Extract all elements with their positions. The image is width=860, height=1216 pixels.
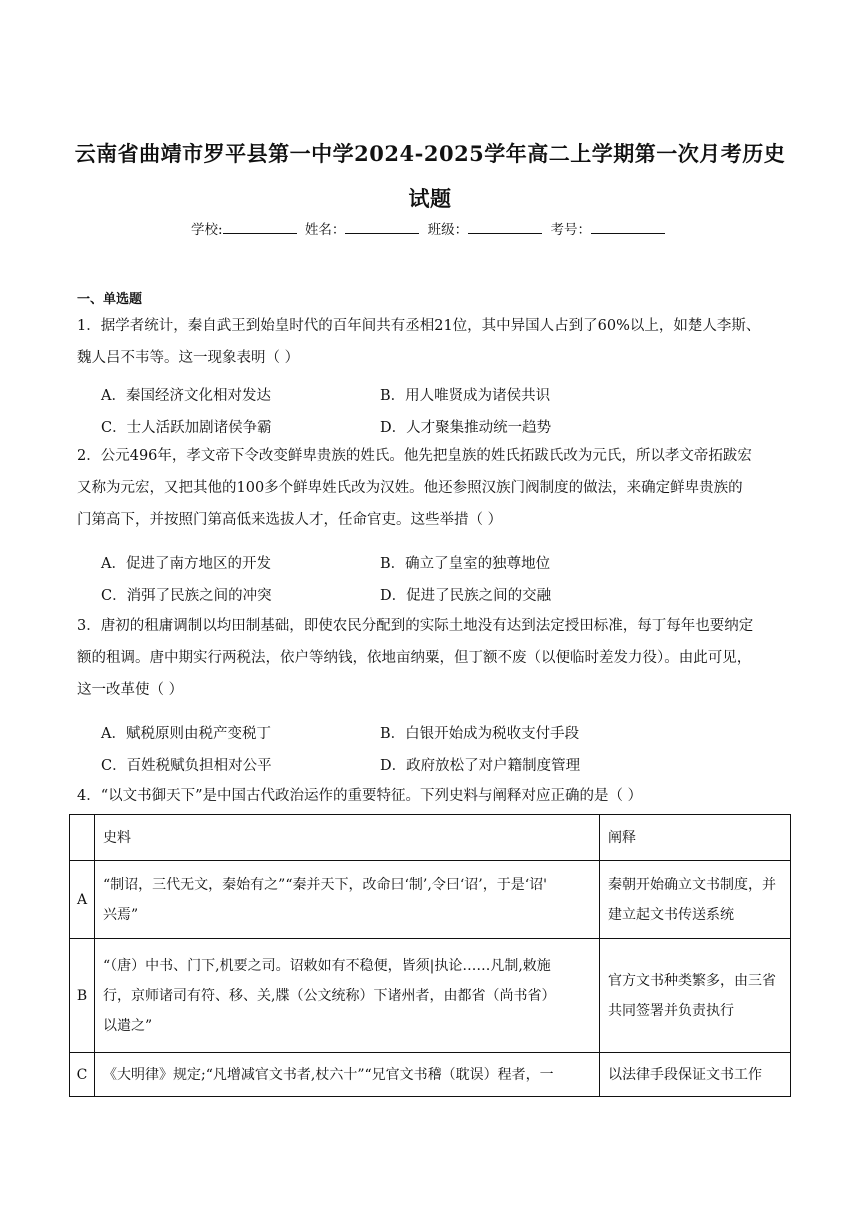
table-header-source: 史料 xyxy=(95,815,600,861)
question-2-option-a: A．促进了南方地区的开发 xyxy=(101,556,271,572)
question-2-line3: 门第高下，并按照门第高低来选拔人才，任命官吏。这些举措（ ） xyxy=(77,512,503,528)
table-row-explain xyxy=(600,939,791,1053)
table-row xyxy=(70,861,791,939)
question-3-line1: 3．唐初的租庸调制以均田制基础，即使农民分配到的实际土地没有达到法定授田标准，每丁每年也要纳定 xyxy=(77,618,754,634)
question-3-option-c: C．百姓税赋负担相对公平 xyxy=(101,758,272,774)
table-row-label: B xyxy=(70,939,95,1053)
question-3-option-b: B．白银开始成为税收支付手段 xyxy=(380,726,580,742)
explain-line: 官方文书种类繁多，由三省 xyxy=(608,972,776,989)
question-1-option-c: C．士人活跃加剧诸侯争霸 xyxy=(101,420,272,436)
question-2-option-d: D．促进了民族之间的交融 xyxy=(380,588,552,604)
student-info-line xyxy=(0,218,860,238)
question-3-line3: 这一改革使（ ） xyxy=(77,682,184,698)
question-3-option-a: A．赋税原则由税产变税丁 xyxy=(101,726,271,742)
source-line: 兴焉” xyxy=(103,906,139,923)
table-row-label: A xyxy=(70,861,95,939)
table-row-source xyxy=(95,939,600,1053)
name-label: 姓名： xyxy=(304,222,346,238)
question-4-table xyxy=(69,814,791,1097)
name-blank xyxy=(345,221,419,234)
question-2-option-b: B．确立了皇室的独尊地位 xyxy=(380,556,551,572)
question-1-line2: 魏人吕不韦等。这一现象表明（ ） xyxy=(77,350,300,366)
question-3-line2: 额的租调。唐中期实行两税法，依户等纳钱，依地亩纳粟，但丁额不废（以便临时差发力役）。由此可见， xyxy=(77,650,752,666)
source-line: 《大明律》规定;“凡增减官文书者,杖六十”“兄官文书稽（耽误）程者，一 xyxy=(103,1066,554,1083)
exam-no-blank xyxy=(591,221,665,234)
question-1-stem xyxy=(77,310,797,374)
source-line: “制诏，三代无文，秦始有之”“秦并天下，改命曰‘制’,令曰‘诏’，于是‘诏' xyxy=(103,876,548,893)
table-row xyxy=(70,939,791,1053)
table-row-source xyxy=(95,861,600,939)
table-row-label: C xyxy=(70,1053,95,1097)
question-1-option-a: A．秦国经济文化相对发达 xyxy=(101,388,271,404)
question-1-option-b: B．用人唯贤成为诸侯共识 xyxy=(380,388,551,404)
question-2-line2: 又称为元宏，又把其他的100多个鲜卑姓氏改为汉姓。他还参照汉族门阀制度的做法，来确定鲜卑贵族的 xyxy=(77,480,743,496)
class-label: 班级： xyxy=(427,222,469,238)
explain-line: 秦朝开始确立文书制度，并 xyxy=(608,876,776,893)
table-row xyxy=(70,1053,791,1097)
source-line: 以遣之” xyxy=(103,1017,153,1034)
table-header-explain: 阐释 xyxy=(600,815,791,861)
table-header-row xyxy=(70,815,791,861)
exam-no-label: 考号： xyxy=(550,222,591,238)
question-2-line1: 2．公元496年，孝文帝下令改变鲜卑贵族的姓氏。他先把皇族的姓氏拓跋氏改为元氏，所以孝文帝拓跋宏 xyxy=(77,448,752,464)
exam-title-line1: 云南省曲靖市罗平县第一中学2024-2025学年高二上学期第一次月考历史 xyxy=(74,141,786,166)
table-row-explain xyxy=(600,1053,791,1097)
question-4-stem xyxy=(77,780,797,812)
question-3-stem xyxy=(77,610,797,706)
question-1-option-d: D．人才聚集推动统一趋势 xyxy=(380,420,552,436)
source-line: “（唐）中书、门下,机要之司。诏敕如有不稳便，皆须|执论……凡制,敕施 xyxy=(103,957,551,974)
explain-line: 建立起文书传送系统 xyxy=(608,906,734,923)
question-2-stem xyxy=(77,440,797,536)
section-heading: 一、单选题 xyxy=(77,292,143,307)
source-line: 行，京师诸司有符、移、关,牒（公文统称）下诸州者，由都省（尚书省） xyxy=(103,987,556,1004)
explain-line: 以法律手段保证文书工作 xyxy=(608,1066,762,1083)
table-header-blank xyxy=(70,815,95,861)
class-blank xyxy=(468,221,542,234)
question-2-option-c: C．消弭了民族之间的冲突 xyxy=(101,588,272,604)
question-3-option-d: D．政府放松了对户籍制度管理 xyxy=(380,758,581,774)
table-row-explain xyxy=(600,861,791,939)
question-1-line1: 1．据学者统计，秦自武王到始皇时代的百年间共有丞相21位，其中异国人占到了60%以上，如楚人李斯、 xyxy=(77,318,761,334)
question-4-line1: 4．“以文书御天下”是中国古代政治运作的重要特征。下列史料与阐释对应正确的是（ ） xyxy=(77,788,643,804)
explain-line: 共同签署并负责执行 xyxy=(608,1002,734,1019)
school-label: 学校: xyxy=(191,222,223,238)
exam-title-line2: 试题 xyxy=(408,186,452,211)
table-row-source xyxy=(95,1053,600,1097)
school-blank xyxy=(223,221,297,234)
